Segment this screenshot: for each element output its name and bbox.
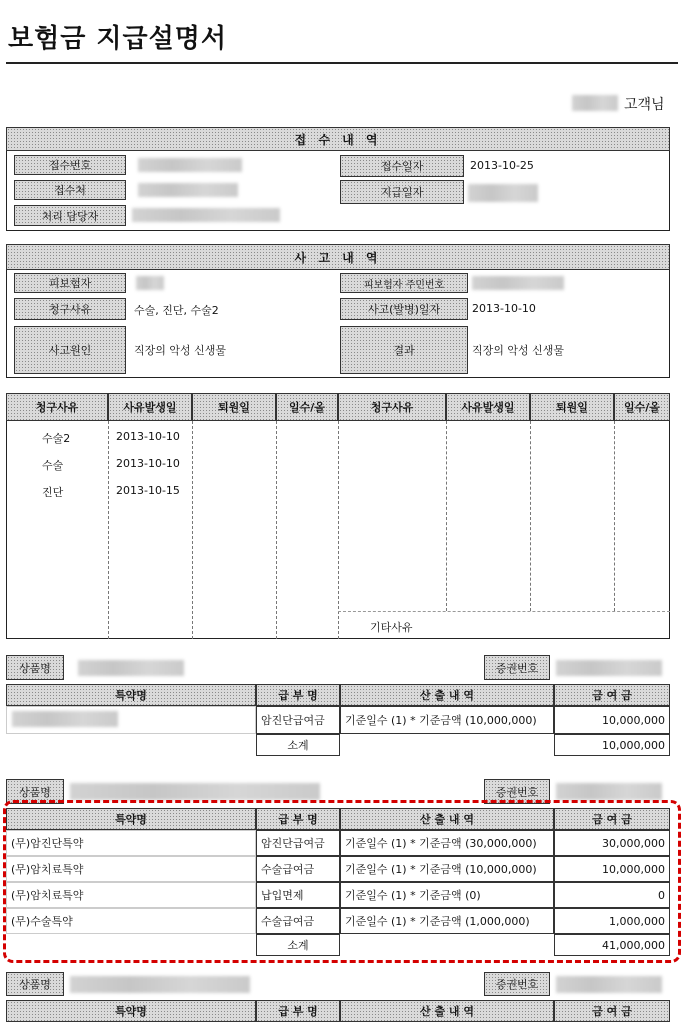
receipt-date-value: 2013-10-25 bbox=[470, 159, 534, 172]
claims-grid-line bbox=[338, 611, 670, 612]
product1-rider-redacted bbox=[12, 711, 118, 727]
accident-section-title: 사 고 내 역 bbox=[6, 244, 670, 270]
product3-header-calc: 산 출 내 역 bbox=[340, 1000, 554, 1022]
product1-header-benefit: 급 부 명 bbox=[256, 684, 340, 706]
insured-id-label: 피보험자 주민번호 bbox=[340, 273, 468, 293]
claim-reason-value: 수술, 진단, 수술2 bbox=[134, 304, 219, 317]
product2-row-rider: (무)암치료특약 bbox=[6, 882, 256, 908]
product1-subtotal-label: 소계 bbox=[256, 734, 340, 756]
claim-reason-label: 청구사유 bbox=[14, 298, 126, 320]
accident-date-label: 사고(발병)일자 bbox=[340, 298, 468, 320]
claims-grid-line bbox=[530, 421, 531, 611]
handler-redacted bbox=[132, 208, 280, 222]
product1-header-calc: 산 출 내 역 bbox=[340, 684, 554, 706]
product2-row-calc: 기준일수 (1) * 기준금액 (30,000,000) bbox=[340, 830, 554, 856]
result-value: 직장의 악성 신생물 bbox=[472, 344, 565, 357]
highlight-box bbox=[3, 800, 681, 963]
receipt-date-label: 접수일자 bbox=[340, 155, 464, 177]
product3-policy-label: 증권번호 bbox=[484, 972, 550, 996]
product2-row-calc: 기준일수 (1) * 기준금액 (1,000,000) bbox=[340, 908, 554, 934]
claims-grid-line bbox=[192, 421, 193, 639]
claim-row-date: 2013-10-10 bbox=[116, 457, 180, 470]
product3-header-amount: 금 여 금 bbox=[554, 1000, 670, 1022]
receipt-number-redacted bbox=[138, 158, 242, 172]
pay-date-label: 지급일자 bbox=[340, 180, 464, 204]
receipt-place-redacted bbox=[138, 183, 238, 197]
product1-header-amount: 금 여 금 bbox=[554, 684, 670, 706]
product1-header-rider: 특약명 bbox=[6, 684, 256, 706]
accident-date-value: 2013-10-10 bbox=[472, 302, 536, 315]
product3-header-rider: 특약명 bbox=[6, 1000, 256, 1022]
claims-grid-line bbox=[446, 421, 447, 611]
product2-name-label: 상품명 bbox=[6, 779, 64, 804]
product2-header-rider: 특약명 bbox=[6, 808, 256, 830]
claims-header-reason-2: 청구사유 bbox=[338, 393, 446, 421]
receipt-number-label: 접수번호 bbox=[14, 155, 126, 175]
product2-name-redacted bbox=[70, 783, 320, 800]
title-divider bbox=[6, 62, 678, 64]
product2-row-benefit: 납입면제 bbox=[256, 882, 340, 908]
product1-policy-label: 증권번호 bbox=[484, 655, 550, 680]
product2-row-amount: 10,000,000 bbox=[554, 856, 670, 882]
claims-grid-line bbox=[276, 421, 277, 639]
product2-policy-label: 증권번호 bbox=[484, 779, 550, 804]
claims-grid-line bbox=[614, 421, 615, 611]
product2-header-calc: 산 출 내 역 bbox=[340, 808, 554, 830]
product1-row-amount: 10,000,000 bbox=[554, 706, 670, 734]
product1-row-calc: 기준일수 (1) * 기준금액 (10,000,000) bbox=[340, 706, 554, 734]
product2-row-benefit: 암진단급여금 bbox=[256, 830, 340, 856]
product2-row-amount: 1,000,000 bbox=[554, 908, 670, 934]
product3-name-label: 상품명 bbox=[6, 972, 64, 996]
customer-suffix: 고객님 bbox=[624, 97, 665, 113]
receipt-section-title: 접 수 내 역 bbox=[6, 127, 670, 151]
other-reason-label: 기타사유 bbox=[370, 621, 413, 634]
product2-row-calc: 기준일수 (1) * 기준금액 (0) bbox=[340, 882, 554, 908]
claims-grid-line bbox=[108, 421, 109, 639]
product2-header-amount: 금 여 금 bbox=[554, 808, 670, 830]
product1-name-label: 상품명 bbox=[6, 655, 64, 680]
result-label: 결과 bbox=[340, 326, 468, 374]
claims-header-days-1: 일수/올 bbox=[276, 393, 338, 421]
product2-policy-redacted bbox=[556, 783, 662, 800]
product2-row-benefit: 수술급여금 bbox=[256, 908, 340, 934]
product1-row-benefit: 암진단급여금 bbox=[256, 706, 340, 734]
claims-header-date-1: 사유발생일 bbox=[108, 393, 192, 421]
claims-header-days-2: 일수/올 bbox=[614, 393, 670, 421]
pay-date-redacted bbox=[468, 184, 538, 202]
product2-row-calc: 기준일수 (1) * 기준금액 (10,000,000) bbox=[340, 856, 554, 882]
handler-label: 처리 담당자 bbox=[14, 205, 126, 226]
product2-row-amount: 30,000,000 bbox=[554, 830, 670, 856]
insured-id-redacted bbox=[472, 276, 564, 290]
product3-name-redacted bbox=[70, 976, 250, 993]
claim-row-date: 2013-10-15 bbox=[116, 484, 180, 497]
product2-subtotal-label: 소계 bbox=[256, 934, 340, 956]
claim-row-reason: 진단 bbox=[42, 486, 64, 499]
product1-name-redacted bbox=[78, 660, 184, 676]
insured-redacted bbox=[136, 276, 164, 290]
claims-header-reason-1: 청구사유 bbox=[6, 393, 108, 421]
accident-cause-value: 직장의 악성 신생물 bbox=[134, 344, 227, 357]
product3-header-benefit: 급 부 명 bbox=[256, 1000, 340, 1022]
product1-subtotal-amount: 10,000,000 bbox=[554, 734, 670, 756]
claims-header-discharge-1: 퇴원일 bbox=[192, 393, 276, 421]
claims-header-discharge-2: 퇴원일 bbox=[530, 393, 614, 421]
product3-policy-redacted bbox=[556, 976, 662, 993]
claims-header-date-2: 사유발생일 bbox=[446, 393, 530, 421]
claim-row-reason: 수술 bbox=[42, 459, 64, 472]
insured-label: 피보험자 bbox=[14, 273, 126, 293]
claims-grid-line bbox=[338, 421, 339, 639]
customer-name-redacted bbox=[572, 95, 618, 111]
product2-subtotal-amount: 41,000,000 bbox=[554, 934, 670, 956]
receipt-place-label: 접수처 bbox=[14, 180, 126, 200]
claim-row-reason: 수술2 bbox=[42, 432, 71, 445]
product1-policy-redacted bbox=[556, 660, 662, 676]
accident-cause-label: 사고원인 bbox=[14, 326, 126, 374]
document-title: 보험금 지급설명서 bbox=[8, 24, 227, 54]
product2-row-amount: 0 bbox=[554, 882, 670, 908]
product2-row-rider: (무)암치료특약 bbox=[6, 856, 256, 882]
product2-row-rider: (무)암진단특약 bbox=[6, 830, 256, 856]
product2-row-benefit: 수술급여금 bbox=[256, 856, 340, 882]
product2-row-rider: (무)수술특약 bbox=[6, 908, 256, 934]
product2-header-benefit: 급 부 명 bbox=[256, 808, 340, 830]
claim-row-date: 2013-10-10 bbox=[116, 430, 180, 443]
